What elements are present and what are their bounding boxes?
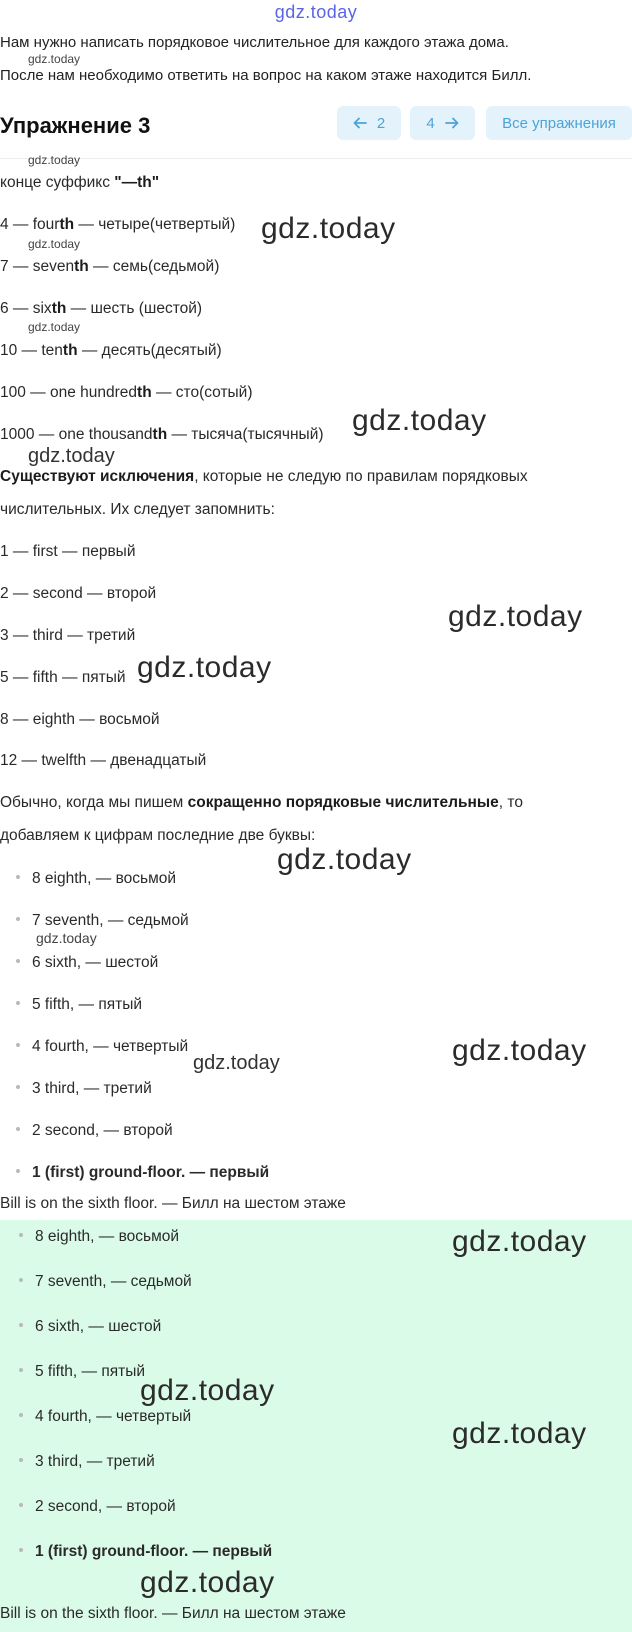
exception-item: 2 — second — второй <box>0 585 157 602</box>
watermark: gdz.today <box>137 651 272 684</box>
th-row-pre: 10 — ten <box>0 342 63 359</box>
list-item-text: 5 fifth, — пятый <box>32 996 143 1013</box>
exceptions-bold: Существуют исключения <box>0 468 195 485</box>
exception-item: 5 — fifth — пятый <box>0 669 126 686</box>
th-row-post: — семь(седьмой) <box>88 258 220 275</box>
watermark: gdz.today <box>140 1566 275 1599</box>
all-exercises-label: Все упражнения <box>502 114 616 132</box>
list-item-text: 8 eighth, — восьмой <box>35 1228 180 1245</box>
suffix-bold: "—th" <box>114 174 160 191</box>
list-item-text: 8 eighth, — восьмой <box>32 870 177 887</box>
bullet-dot <box>19 1503 23 1507</box>
list-item <box>19 1273 192 1291</box>
list-item-text: 3 third, — третий <box>32 1080 152 1097</box>
bullet-dot <box>19 1278 23 1282</box>
all-exercises-button[interactable] <box>486 106 632 140</box>
th-row <box>0 384 253 402</box>
th-row <box>0 342 222 360</box>
th-row-bold: th <box>62 342 78 359</box>
prev-exercise-label: 2 <box>376 114 386 132</box>
exceptions-rest: , которые не следую по правилам порядковых <box>194 468 528 485</box>
th-row-bold: th <box>51 300 67 317</box>
bullet-dot <box>16 959 20 963</box>
th-row-bold: th <box>137 384 152 401</box>
watermark: gdz.today <box>28 237 81 251</box>
exception-item: 1 — first — первый <box>0 543 136 560</box>
th-row-post: — четыре(четвертый) <box>74 216 236 233</box>
site-logo[interactable]: gdz.today <box>274 2 358 22</box>
th-row-pre: 100 — one hundred <box>0 384 138 401</box>
exception-item: 8 — eighth — восьмой <box>0 711 160 728</box>
suffix-line <box>0 174 159 192</box>
list-item <box>19 1543 272 1561</box>
list-item-text: 6 sixth, — шестой <box>32 954 159 971</box>
list-item-text: 1 (first) ground-floor. — первый <box>32 1164 270 1181</box>
list-item-text: 2 second, — второй <box>35 1498 176 1515</box>
list-item <box>19 1228 179 1246</box>
exception-item: 3 — third — третий <box>0 627 136 644</box>
list-item-text: 4 fourth, — четвертый <box>35 1408 192 1425</box>
th-row <box>0 426 324 444</box>
list-item-text: 6 sixth, — шестой <box>35 1318 162 1335</box>
list-item <box>16 1164 269 1182</box>
watermark: gdz.today <box>277 843 412 876</box>
bullet-dot <box>19 1233 23 1237</box>
abbrev-line-1 <box>0 794 523 812</box>
task-line-1: Нам нужно написать порядковое числительное для каждого этажа дома. <box>0 34 509 51</box>
task-line-2: После нам необходимо ответить на вопрос на каком этаже находится Билл. <box>0 67 532 84</box>
bullet-dot <box>16 1085 20 1089</box>
th-row <box>0 300 202 318</box>
list-item <box>16 996 142 1014</box>
exceptions-line-2: числительных. Их следует запомнить: <box>0 501 275 518</box>
th-row-bold: th <box>74 258 89 275</box>
list-item <box>16 1080 152 1098</box>
list-item <box>19 1408 191 1426</box>
watermark: gdz.today <box>452 1417 587 1450</box>
arrow-right-icon <box>445 116 459 130</box>
watermark: gdz.today <box>452 1034 587 1067</box>
abbrev-post: , то <box>498 794 523 811</box>
next-exercise-button[interactable] <box>410 106 475 140</box>
watermark: gdz.today <box>28 320 81 334</box>
list-item <box>19 1498 176 1516</box>
page-title: Упражнение 3 <box>0 113 151 138</box>
list-item <box>19 1318 161 1336</box>
watermark: gdz.today <box>452 1225 587 1258</box>
th-row <box>0 258 219 276</box>
th-row-post: — десять(десятый) <box>77 342 222 359</box>
bullet-dot <box>16 1169 20 1173</box>
abbrev-pre: Обычно, когда мы пишем <box>0 794 188 811</box>
bullet-dot <box>16 1001 20 1005</box>
watermark: gdz.today <box>140 1374 275 1407</box>
th-row-post: — шесть (шестой) <box>66 300 203 317</box>
list-item <box>16 1038 188 1056</box>
bullet-dot <box>19 1458 23 1462</box>
watermark: gdz.today <box>261 212 396 245</box>
answer-line: Bill is on the sixth floor. — Билл на шестом этаже <box>0 1605 346 1622</box>
watermark: gdz.today <box>28 153 81 167</box>
list-item <box>16 954 158 972</box>
th-row-pre: 6 — six <box>0 300 52 317</box>
list-item-text: 5 fifth, — пятый <box>35 1363 146 1380</box>
next-exercise-label: 4 <box>426 114 435 132</box>
exceptions-line-1 <box>0 468 528 486</box>
prev-exercise-button[interactable] <box>337 106 401 140</box>
suffix-text: конце суффикс <box>0 174 115 191</box>
list-item <box>16 870 176 888</box>
th-row <box>0 216 235 234</box>
list-item <box>16 1122 173 1140</box>
list-item-text: 7 seventh, — седьмой <box>32 912 189 929</box>
answer-line: Bill is on the sixth floor. — Билл на шестом этаже <box>0 1195 346 1212</box>
list-item-text: 1 (first) ground-floor. — первый <box>35 1543 273 1560</box>
bullet-dot <box>16 917 20 921</box>
list-item-text: 7 seventh, — седьмой <box>35 1273 192 1290</box>
list-item-text: 4 fourth, — четвертый <box>32 1038 189 1055</box>
th-row-bold: th <box>152 426 168 443</box>
abbrev-bold: сокращенно порядковые числительные <box>187 794 499 811</box>
watermark: gdz.today <box>352 404 487 437</box>
bullet-dot <box>19 1548 23 1552</box>
abbrev-line-2: добавляем к цифрам последние две буквы: <box>0 827 316 844</box>
th-row-pre: 4 — four <box>0 216 60 233</box>
bullet-dot <box>19 1323 23 1327</box>
watermark: gdz.today <box>28 52 81 66</box>
bullet-dot <box>16 875 20 879</box>
arrow-left-icon <box>353 116 367 130</box>
bullet-dot <box>16 1043 20 1047</box>
list-item <box>16 912 189 930</box>
exception-item: 12 — twelfth — двенадцатый <box>0 752 207 769</box>
th-row-post: — тысяча(тысячный) <box>167 426 324 443</box>
bullet-dot <box>19 1368 23 1372</box>
list-item-text: 3 third, — третий <box>35 1453 155 1470</box>
watermark: gdz.today <box>36 930 97 946</box>
th-row-pre: 1000 — one thousand <box>0 426 153 443</box>
watermark: gdz.today <box>28 445 115 467</box>
list-item <box>19 1453 155 1471</box>
th-row-post: — сто(сотый) <box>151 384 253 401</box>
watermark: gdz.today <box>448 600 583 633</box>
header-divider <box>0 158 632 159</box>
th-row-bold: th <box>59 216 75 233</box>
list-item <box>19 1363 145 1381</box>
list-item-text: 2 second, — второй <box>32 1122 173 1139</box>
bullet-dot <box>19 1413 23 1417</box>
watermark: gdz.today <box>193 1052 280 1074</box>
th-row-pre: 7 — seven <box>0 258 75 275</box>
bullet-dot <box>16 1127 20 1131</box>
